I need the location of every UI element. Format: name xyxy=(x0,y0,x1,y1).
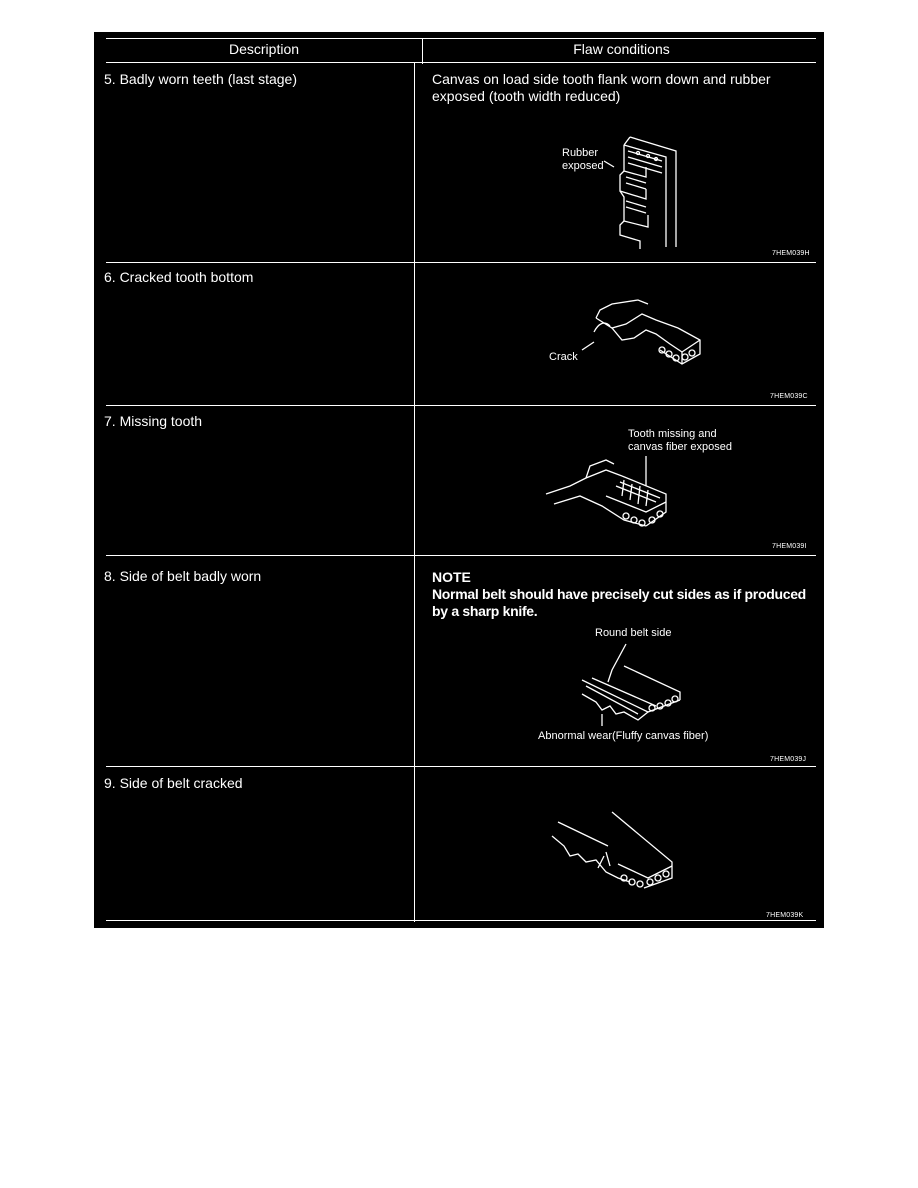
canvas-fiber-label: canvas fiber exposed xyxy=(628,441,732,453)
row-5-description: 5. Badly worn teeth (last stage) xyxy=(104,71,297,87)
figure-code-i: 7HEM039I xyxy=(772,543,807,550)
row-divider xyxy=(106,766,816,767)
round-belt-side-label: Round belt side xyxy=(595,627,672,639)
rubber-label: Rubber xyxy=(562,147,599,159)
table-bottom-rule xyxy=(106,920,816,921)
row-7-description: 7. Missing tooth xyxy=(104,413,203,429)
figure-code-h: 7HEM039H xyxy=(772,250,810,257)
row-9-description: 9. Side of belt cracked xyxy=(104,775,243,791)
row-6-description: 6. Cracked tooth bottom xyxy=(104,269,254,285)
cracked-belt-side-illustration xyxy=(548,812,674,894)
figure-code-c: 7HEM039C xyxy=(770,393,808,400)
note-title: NOTE xyxy=(432,569,471,585)
header-description: Description xyxy=(228,41,300,57)
header-top-rule xyxy=(106,38,816,39)
column-divider xyxy=(414,62,415,922)
tooth-missing-label: Tooth missing and xyxy=(628,428,717,440)
cracked-tooth-illustration xyxy=(582,300,702,370)
header-bottom-rule xyxy=(106,62,816,63)
crack-label: Crack xyxy=(549,351,578,363)
note-text: Normal belt should have precisely cut sides as if produced by a sharp knife. xyxy=(432,586,806,619)
figure-code-k: 7HEM039K xyxy=(766,912,804,919)
row-5-flaw-text: Canvas on load side tooth flank worn down and rubber exposed (tooth width reduced) xyxy=(432,71,771,104)
flaw-table xyxy=(94,32,824,928)
exposed-label: exposed xyxy=(562,160,604,172)
row-divider xyxy=(106,555,816,556)
row-divider xyxy=(106,405,816,406)
header-flaw-conditions: Flaw conditions xyxy=(573,41,670,57)
worn-belt-side-illustration xyxy=(568,644,682,726)
missing-tooth-illustration xyxy=(546,456,671,532)
row-8-description: 8. Side of belt badly worn xyxy=(104,568,262,584)
figure-code-j: 7HEM039J xyxy=(770,756,807,763)
row-divider xyxy=(106,262,816,263)
abnormal-wear-label: Abnormal wear(Fluffy canvas fiber) xyxy=(538,730,709,742)
worn-teeth-illustration xyxy=(604,137,684,252)
column-divider xyxy=(422,38,423,64)
